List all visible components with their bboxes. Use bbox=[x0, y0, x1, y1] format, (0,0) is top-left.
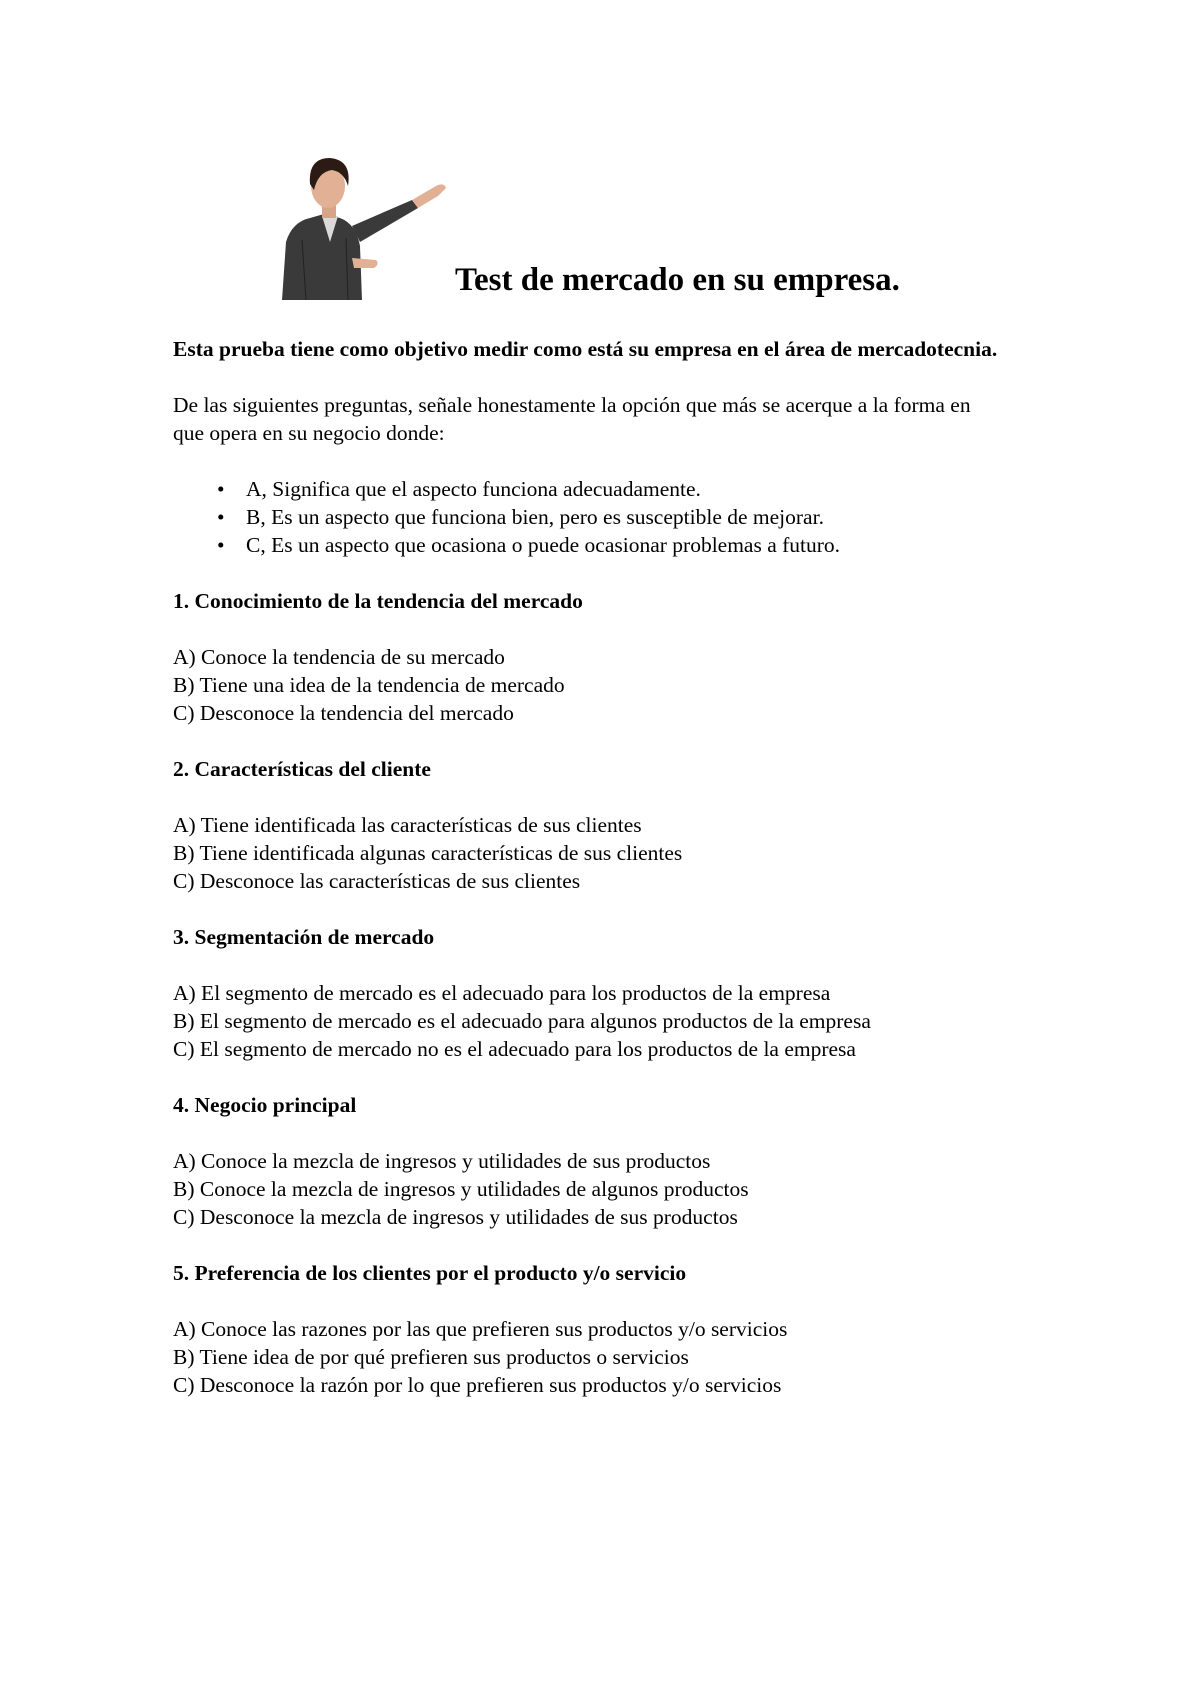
bullet-icon: • bbox=[217, 477, 225, 501]
option-b: B) Tiene identificada algunas características de sus clientes bbox=[173, 841, 683, 865]
question-1 bbox=[173, 587, 1003, 727]
presenter-illustration bbox=[262, 150, 462, 300]
option-c: C) Desconoce la razón por lo que prefieren sus productos y/o servicios bbox=[173, 1373, 782, 1397]
option-a: A) Conoce la tendencia de su mercado bbox=[173, 645, 505, 669]
option-a: A) Conoce la mezcla de ingresos y utilidades de sus productos bbox=[173, 1149, 711, 1173]
question-title: 1. Conocimiento de la tendencia del mercado bbox=[173, 589, 583, 613]
intro-instructions: De las siguientes preguntas, señale honestamente la opción que más se acerque a la forma en que opera en su negocio donde: bbox=[173, 393, 971, 445]
intro-objective: Esta prueba tiene como objetivo medir como está su empresa en el área de mercadotecnia. bbox=[173, 337, 998, 361]
page-title: Test de mercado en su empresa. bbox=[455, 262, 900, 298]
option-a: A) El segmento de mercado es el adecuado para los productos de la empresa bbox=[173, 981, 831, 1005]
legend-item bbox=[173, 475, 1003, 503]
question-5 bbox=[173, 1259, 1003, 1399]
answer-legend bbox=[173, 475, 1003, 559]
option-b: B) Tiene idea de por qué prefieren sus productos o servicios bbox=[173, 1345, 689, 1369]
question-4 bbox=[173, 1091, 1003, 1231]
option-a: A) Conoce las razones por las que prefieren sus productos y/o servicios bbox=[173, 1317, 788, 1341]
option-b: B) Tiene una idea de la tendencia de mercado bbox=[173, 673, 565, 697]
document-body bbox=[173, 335, 1003, 1427]
question-title: 4. Negocio principal bbox=[173, 1093, 357, 1117]
legend-text: C, Es un aspecto que ocasiona o puede ocasionar problemas a futuro. bbox=[246, 533, 841, 557]
legend-item bbox=[173, 503, 1003, 531]
question-2 bbox=[173, 755, 1003, 895]
legend-item bbox=[173, 531, 1003, 559]
option-b: B) El segmento de mercado es el adecuado para algunos productos de la empresa bbox=[173, 1009, 871, 1033]
bullet-icon: • bbox=[217, 533, 225, 557]
option-c: C) Desconoce la tendencia del mercado bbox=[173, 701, 514, 725]
legend-text: B, Es un aspecto que funciona bien, pero es susceptible de mejorar. bbox=[246, 505, 824, 529]
question-3 bbox=[173, 923, 1003, 1063]
option-a: A) Tiene identificada las características de sus clientes bbox=[173, 813, 642, 837]
option-c: C) El segmento de mercado no es el adecuado para los productos de la empresa bbox=[173, 1037, 856, 1061]
option-c: C) Desconoce la mezcla de ingresos y utilidades de sus productos bbox=[173, 1205, 738, 1229]
question-title: 3. Segmentación de mercado bbox=[173, 925, 435, 949]
option-c: C) Desconoce las características de sus clientes bbox=[173, 869, 581, 893]
option-b: B) Conoce la mezcla de ingresos y utilidades de algunos productos bbox=[173, 1177, 749, 1201]
legend-text: A, Significa que el aspecto funciona adecuadamente. bbox=[246, 477, 701, 501]
question-title: 5. Preferencia de los clientes por el producto y/o servicio bbox=[173, 1261, 687, 1285]
question-title: 2. Características del cliente bbox=[173, 757, 431, 781]
bullet-icon: • bbox=[217, 505, 225, 529]
